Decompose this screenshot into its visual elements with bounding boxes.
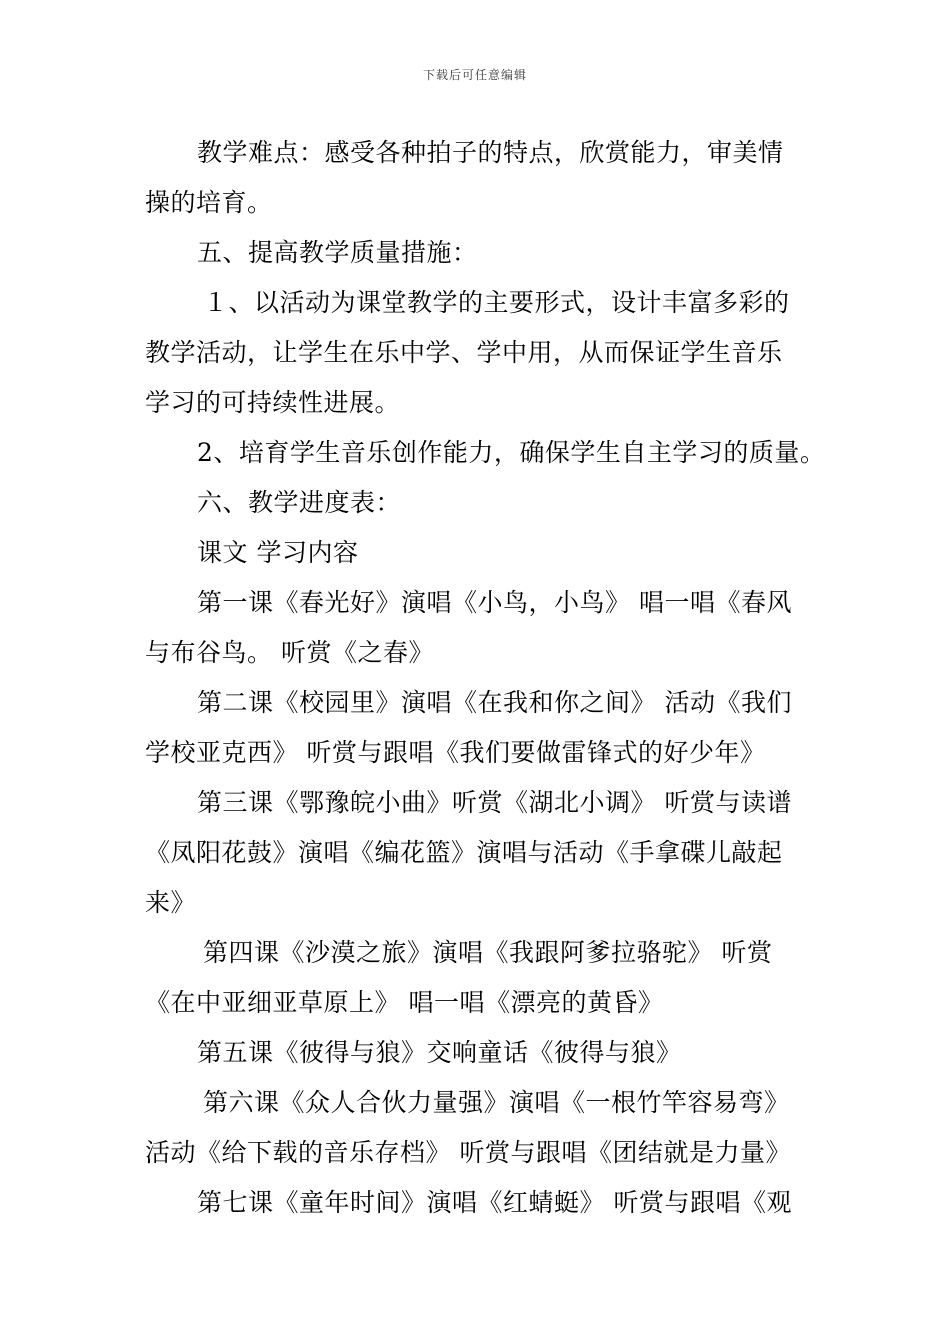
- table-header-line: 课文 学习内容: [197, 538, 359, 567]
- lesson-line: 第六课《众人合伙力量强》演唱《一根竹竿容易弯》: [203, 1088, 790, 1117]
- section-heading: 六、教学进度表：: [197, 488, 402, 517]
- lesson-line: 第三课《鄂豫皖小曲》听赏《湖北小调》 听赏与读谱: [197, 788, 792, 817]
- lesson-line: 活动《给下载的音乐存档》 听赏与跟唱《团结就是力量》: [145, 1138, 791, 1167]
- header-note: 下载后可任意编辑: [422, 68, 527, 82]
- text-line: 学习的可持续性进展。: [145, 388, 401, 417]
- lesson-line: 第七课《童年时间》演唱《红蜻蜓》 听赏与跟唱《观: [197, 1188, 792, 1217]
- lesson-line: 第四课《沙漠之旅》演唱《我跟阿爹拉骆驼》 听赏: [203, 938, 773, 967]
- lesson-line: 第二课《校园里》演唱《在我和你之间》 活动《我们: [197, 688, 792, 717]
- lesson-line: 来》: [145, 888, 197, 917]
- text-line: 操的培育。: [145, 188, 273, 217]
- lesson-line: 《在中亚细亚草原上》 唱一唱《漂亮的黄昏》: [145, 988, 664, 1017]
- document-body: [145, 128, 826, 1228]
- lesson-line: 与布谷鸟。 听赏《之春》: [145, 638, 434, 667]
- lesson-line: 《凤阳花鼓》演唱《编花篮》演唱与活动《手拿碟儿敲起: [145, 838, 783, 867]
- text-line: 教学难点：感受各种拍子的特点，欣赏能力，审美情: [197, 138, 784, 167]
- lesson-line: 第五课《彼得与狼》交响童话《彼得与狼》: [197, 1038, 682, 1067]
- text-line: １、以活动为课堂教学的主要形式，设计丰富多彩的: [203, 288, 790, 317]
- section-heading: 五、提高教学质量措施：: [197, 238, 478, 267]
- lesson-line: 第一课《春光好》演唱《小鸟，小鸟》 唱一唱《春风: [197, 588, 792, 617]
- text-line: 教学活动，让学生在乐中学、学中用，从而保证学生音乐: [145, 338, 783, 367]
- text-line: 2、培育学生音乐创作能力，确保学生自主学习的质量。: [197, 438, 826, 467]
- lesson-line: 学校亚克西》 听赏与跟唱《我们要做雷锋式的好少年》: [145, 738, 766, 767]
